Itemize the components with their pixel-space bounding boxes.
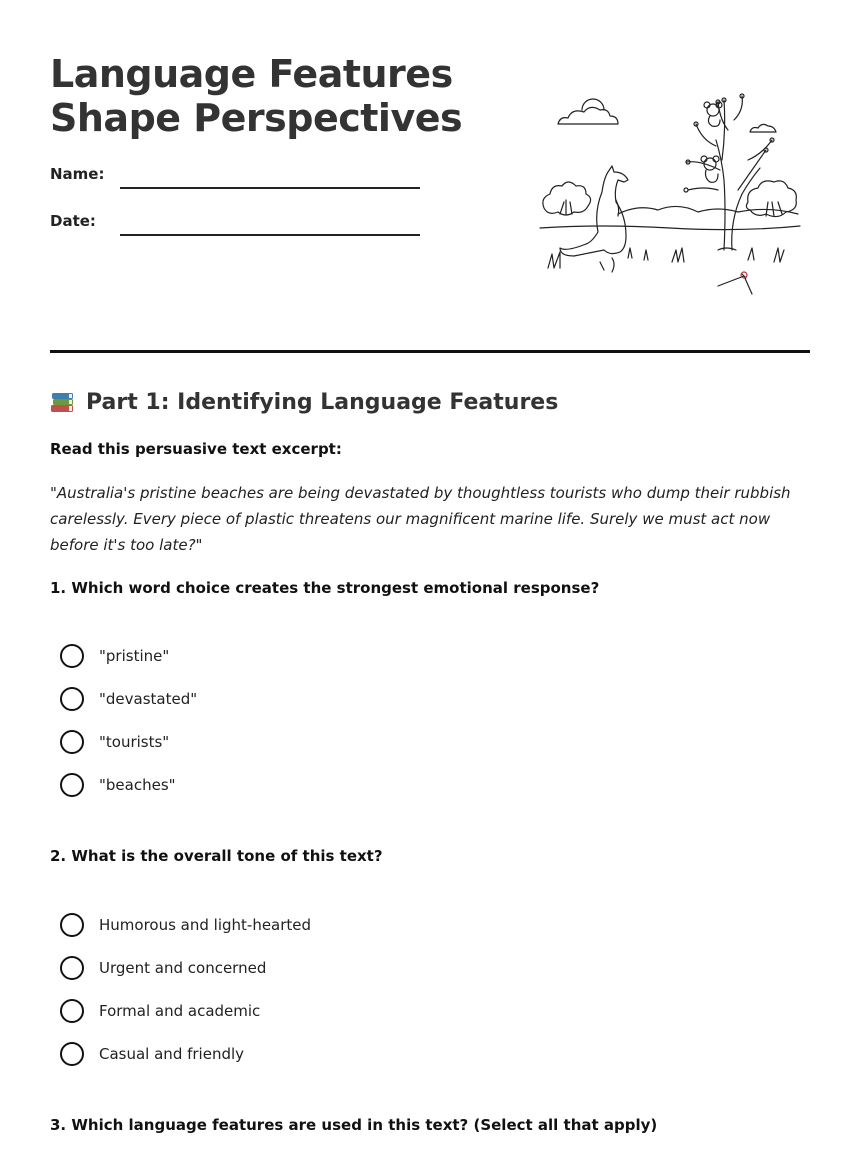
radio-button[interactable] <box>60 644 84 668</box>
radio-button[interactable] <box>60 730 84 754</box>
koala-icon <box>704 102 722 126</box>
persuasive-excerpt: "Australia's pristine beaches are being devastated by thoughtless tourists who dump their rubbish carelessly. Every piece of plastic threatens our magnificent marine life. Surely we must act now before it's too late?" <box>50 484 791 554</box>
q1-option-2[interactable]: "devastated" <box>60 686 197 712</box>
q1-option-4[interactable]: "beaches" <box>60 772 176 798</box>
section-heading <box>50 388 558 418</box>
q2-option-4[interactable]: Casual and friendly <box>60 1041 244 1067</box>
gum-tree-icon <box>684 94 774 250</box>
q2-option-2[interactable]: Urgent and concerned <box>60 955 266 981</box>
radio-button[interactable] <box>60 956 84 980</box>
cloud-icon <box>750 124 776 132</box>
title-line-2: Shape Perspectives <box>50 96 463 140</box>
bush-right-icon <box>746 181 796 217</box>
q1-option-1[interactable]: "pristine" <box>60 643 169 669</box>
worksheet-title <box>50 52 462 140</box>
header-divider <box>50 350 810 353</box>
australian-outback-illustration <box>538 90 802 300</box>
name-field[interactable] <box>50 165 420 189</box>
radio-button[interactable] <box>60 687 84 711</box>
question-2: 2. What is the overall tone of this text? <box>50 847 383 865</box>
instruction-text: Read this persuasive text excerpt: <box>50 440 342 458</box>
q2-option-1[interactable]: Humorous and light-hearted <box>60 912 311 938</box>
question-1: 1. Which word choice creates the strongest emotional response? <box>50 579 600 597</box>
title-line-1: Language Features <box>50 52 453 96</box>
question-3: 3. Which language features are used in this text? (Select all that apply) <box>50 1116 658 1134</box>
date-input-line[interactable] <box>120 234 420 236</box>
date-field[interactable] <box>50 212 420 236</box>
name-input-line[interactable] <box>120 187 420 189</box>
books-icon <box>50 391 76 415</box>
koala-icon <box>701 156 719 182</box>
name-label: Name: <box>50 165 105 183</box>
bush-left-icon <box>543 182 591 215</box>
radio-button[interactable] <box>60 913 84 937</box>
q1-option-3[interactable]: "tourists" <box>60 729 169 755</box>
sun-cloud-icon <box>558 99 618 124</box>
q2-option-3[interactable]: Formal and academic <box>60 998 260 1024</box>
section-heading-text: Part 1: Identifying Language Features <box>86 390 559 415</box>
date-label: Date: <box>50 212 96 230</box>
radio-button[interactable] <box>60 999 84 1023</box>
radio-button[interactable] <box>60 1042 84 1066</box>
radio-button[interactable] <box>60 773 84 797</box>
